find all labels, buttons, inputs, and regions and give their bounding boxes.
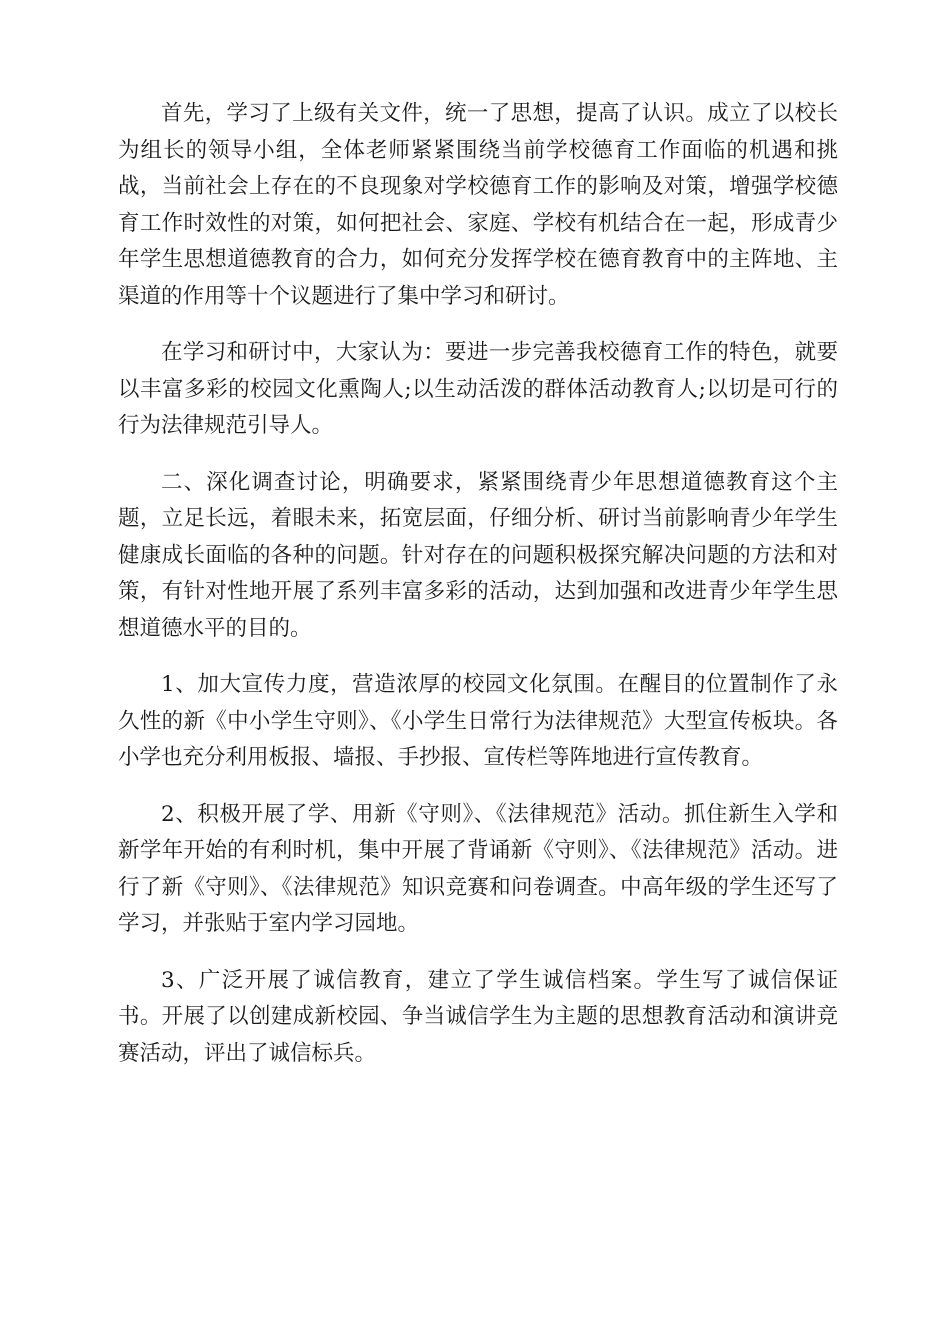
paragraph-1: 首先，学习了上级有关文件，统一了思想，提高了认识。成立了以校长为组长的领导小组，全体老师紧紧围绕当前学校德育工作面临的机遇和挑战，当前社会上存在的不良现象对学校德育工作的影响及对策，增强学校德育工作时效性的对策，如何把社会、家庭、学校有机结合在一起，形成青少年学生思想道德教育的合力，如何充分发挥学校在德育教育中的主阵地、主渠道的作用等十个议题进行了集中学习和研讨。	[118, 101, 838, 309]
document-page	[118, 96, 838, 1092]
paragraph-5: 2、积极开展了学、用新《守则》、《法律规范》活动。抓住新生入学和新学年开始的有利时机，集中开展了背诵新《守则》、《法律规范》活动。进行了新《守则》、《法律规范》知识竞赛和问卷调查。中高年级的学生还写了学习，并张贴于室内学习园地。	[118, 801, 838, 936]
paragraph-4: 1、加大宣传力度，营造浓厚的校园文化氛围。在醒目的位置制作了永久性的新《中小学生守则》、《小学生日常行为法律规范》大型宣传板块。各小学也充分利用板报、墙报、手抄报、宣传栏等阵地进行宣传教育。	[118, 672, 838, 770]
paragraph-6: 3、广泛开展了诚信教育，建立了学生诚信档案。学生写了诚信保证书。开展了以创建成新校园、争当诚信学生为主题的思想教育活动和演讲竞赛活动，评出了诚信标兵。	[118, 967, 838, 1066]
paragraph-2: 在学习和研讨中，大家认为：要进一步完善我校德育工作的特色，就要以丰富多彩的校园文化熏陶人;以生动活泼的群体活动教育人;以切是可行的行为法律规范引导人。	[118, 340, 838, 438]
paragraph-3: 二、深化调查讨论，明确要求，紧紧围绕青少年思想道德教育这个主题，立足长远，着眼未来，拓宽层面，仔细分析、研讨当前影响青少年学生健康成长面临的各种的问题。针对存在的问题积极探究解决问题的方法和对策，有针对性地开展了系列丰富多彩的活动，达到加强和改进青少年学生思想道德水平的目的。	[118, 469, 838, 641]
